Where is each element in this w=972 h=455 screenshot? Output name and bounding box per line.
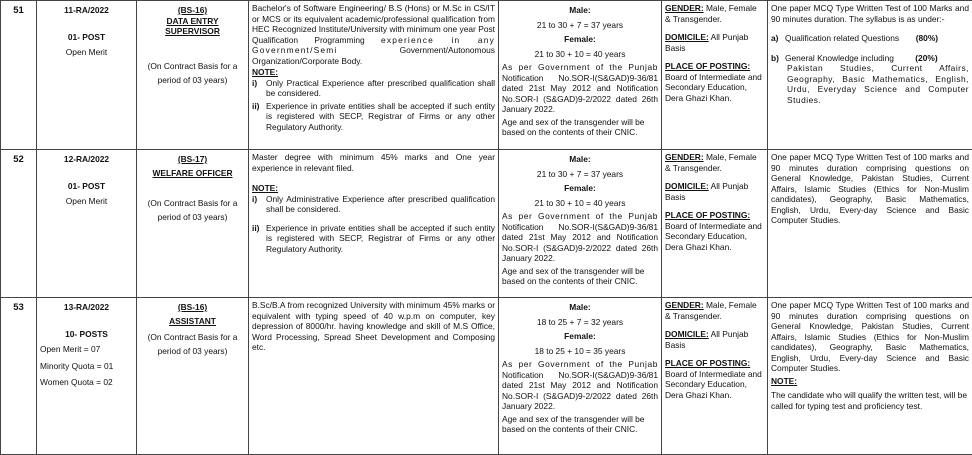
gender-info — [665, 152, 764, 173]
age-relaxation-text: Notification No.SOR-I(S&GAD)9-36/81 dated 21st May 2012 and Notification No.SOR-I (S&GAD)9-2/2022 dated 26th January 2022. — [502, 370, 658, 412]
case-number: 11-RA/2022 — [40, 5, 133, 16]
female-label: Female: — [502, 331, 658, 342]
test-item-key: a) — [771, 33, 779, 44]
note-number: i) — [252, 78, 262, 99]
post-count: 01- POST — [40, 32, 133, 43]
test-item — [771, 33, 969, 44]
qualification-text — [252, 3, 495, 66]
note-label: NOTE: — [252, 183, 495, 194]
qualification-cell — [249, 298, 499, 455]
male-label: Male: — [502, 5, 658, 16]
domicile-label: DOMICILE: — [665, 329, 709, 339]
qualification-text: Master degree with minimum 45% marks and One year experience in relevant filed. — [252, 152, 495, 173]
posting-info — [665, 61, 764, 103]
note-item — [252, 223, 495, 255]
test-cell — [768, 150, 972, 298]
test-item-pct: (80%) — [916, 33, 938, 44]
gender-label: GENDER: — [665, 300, 704, 310]
qualification-cell — [249, 150, 499, 298]
domicile-value: All Punjab Basis — [665, 181, 748, 202]
posting-label: PLACE OF POSTING: — [665, 358, 750, 368]
age-cell — [499, 150, 662, 298]
case-cell — [37, 150, 137, 298]
test-subjects: Pakistan Studies, Current Affairs, Geography, Basic Mathematics, English, Urdu, Everyday Science and Computer Studies. — [771, 63, 969, 105]
transgender-note: Age and sex of the transgender will be based on the contents of their CNIC. — [502, 117, 658, 138]
domicile-label: DOMICILE: — [665, 181, 709, 191]
pay-scale: (BS-17) — [140, 154, 245, 165]
eligibility-cell — [662, 298, 768, 455]
note-item — [252, 194, 495, 215]
note-text: Experience in private entities shall be accepted if such entity is registered with SECP, Registrar of Firms or any other Regulatory Authority. — [266, 101, 495, 133]
test-description: One paper MCQ Type Written Test of 100 marks and 90 minutes duration comprising questions on General Knowledge, Pakistan Studies, Current Affairs, Islamic Studies (Ethics for Non-Muslim candidates), Geography, Basic Mathematics, English, Urdu, Every-day Science and Basic Computer Studies. — [771, 300, 969, 374]
gender-value: Male, Female & Transgender. — [665, 300, 757, 321]
contract-basis: (On Contract Basis for a period of 03 years) — [140, 330, 245, 359]
qualification-cell — [249, 1, 499, 150]
quota-item: Women Quota = 02 — [40, 377, 133, 388]
note-text: Only Practical Experience after prescribed qualification shall be considered. — [266, 78, 495, 99]
female-age: 21 to 30 + 10 = 40 years — [502, 198, 658, 209]
age-cell — [499, 1, 662, 150]
note-item — [252, 78, 495, 99]
test-item — [771, 53, 969, 64]
gender-label: GENDER: — [665, 152, 704, 162]
test-cell — [768, 1, 972, 150]
age-relaxation-head: As per Government of the Punjab — [502, 211, 658, 221]
domicile-info — [665, 181, 764, 202]
age-cell — [499, 298, 662, 455]
test-item-text: General Knowledge including — [785, 53, 894, 64]
age-relaxation — [502, 211, 658, 264]
posting-info — [665, 358, 764, 400]
contract-basis: (On Contract Basis for a period of 03 years) — [140, 59, 245, 88]
note-number: i) — [252, 194, 262, 215]
domicile-label: DOMICILE: — [665, 32, 709, 42]
age-relaxation-head: As per Government of the Punjab — [502, 359, 658, 369]
age-relaxation — [502, 359, 658, 412]
serial-number: 52 — [1, 150, 37, 298]
age-relaxation-head: As per Government of the Punjab — [502, 62, 658, 72]
post-cell — [137, 298, 249, 455]
table-row — [1, 1, 972, 150]
test-note-text: The candidate who will qualify the written test, will be called for typing test and proficiency test. — [771, 390, 969, 411]
test-item-pct: (20%) — [915, 53, 937, 64]
note-text: Experience in private entities shall be accepted if such entity is registered with SECP, Registrar of Firms or any other Regulatory Authority. — [266, 223, 495, 255]
note-label: NOTE: — [252, 67, 495, 78]
quota-item: Open Merit = 07 — [40, 344, 133, 355]
post-cell — [137, 1, 249, 150]
qualification-text: B.Sc/B.A from recognized University with minimum 45% marks or equivalent with typing speed of 40 w.p.m on computer, key depression of 8000/hr. having knowledge and skill of M.S Office, Word Processing, Spread Sheet Development and Composing etc. — [252, 300, 495, 353]
transgender-note: Age and sex of the transgender will be based on the contents of their CNIC. — [502, 414, 658, 435]
female-age: 21 to 30 + 10 = 40 years — [502, 49, 658, 60]
post-count: 01- POST — [40, 181, 133, 192]
posting-value: Board of Intermediate and Secondary Education, Dera Ghazi Khan. — [665, 72, 762, 103]
pay-scale: (BS-16) — [140, 302, 245, 313]
posting-label: PLACE OF POSTING: — [665, 210, 750, 220]
male-age: 18 to 25 + 7 = 32 years — [502, 317, 658, 328]
table-row — [1, 150, 972, 298]
male-age: 21 to 30 + 7 = 37 years — [502, 20, 658, 31]
case-cell — [37, 298, 137, 455]
domicile-value: All Punjab Basis — [665, 32, 748, 53]
pay-scale: (BS-16) — [140, 5, 245, 16]
age-relaxation — [502, 62, 658, 115]
gender-label: GENDER: — [665, 3, 704, 13]
note-text: Only Administrative Experience after prescribed qualification shall be considered. — [266, 194, 495, 215]
serial-number: 53 — [1, 298, 37, 455]
gender-info — [665, 300, 764, 321]
male-label: Male: — [502, 154, 658, 165]
domicile-info — [665, 329, 764, 350]
note-number: ii) — [252, 223, 262, 255]
transgender-note: Age and sex of the transgender will be based on the contents of their CNIC. — [502, 266, 658, 287]
serial-number: 51 — [1, 1, 37, 150]
domicile-value: All Punjab Basis — [665, 329, 748, 350]
quota-item: Open Merit — [40, 196, 133, 207]
test-cell — [768, 298, 972, 455]
note-number: ii) — [252, 101, 262, 133]
qualification-spaced: experience in any Government/Semi — [252, 35, 495, 56]
test-description: One paper MCQ Type Written Test of 100 marks and 90 minutes duration comprising questions on General Knowledge, Pakistan Studies, Current Affairs, Islamic Studies (Ethics for Non-Muslim candidates), Geography, Basic Mathematics, English, Urdu, Every-day Science and Basic Computer Studies. — [771, 152, 969, 226]
domicile-info — [665, 32, 764, 53]
eligibility-cell — [662, 1, 768, 150]
female-label: Female: — [502, 183, 658, 194]
posting-info — [665, 210, 764, 252]
table-row — [1, 298, 972, 455]
posting-value: Board of Intermediate and Secondary Education, Dera Ghazi Khan. — [665, 369, 762, 400]
post-count: 10- POSTS — [40, 329, 133, 340]
case-number: 12-RA/2022 — [40, 154, 133, 165]
qualification-main: Bachelor's of Software Engineering/ B.S (Hons) or M.Sc in CS/IT or MCS or its equivalent academic/professional qualification from HEC Recognized Institute/University with minimum one year Post Qualification Programming — [252, 3, 495, 45]
post-cell — [137, 150, 249, 298]
quota-item: Open Merit — [40, 47, 133, 58]
male-age: 21 to 30 + 7 = 37 years — [502, 169, 658, 180]
contract-basis: (On Contract Basis for a period of 03 years) — [140, 196, 245, 225]
test-item-text: Qualification related Questions — [785, 33, 899, 44]
test-item-key: b) — [771, 53, 779, 64]
female-age: 18 to 25 + 10 = 35 years — [502, 346, 658, 357]
male-label: Male: — [502, 302, 658, 313]
age-relaxation-text: Notification No.SOR-I(S&GAD)9-36/81 dated 21st May 2012 and Notification No.SOR-I (S&GAD)9-2/2022 dated 26th January 2022. — [502, 73, 658, 115]
test-note-label: NOTE: — [771, 376, 969, 387]
posting-value: Board of Intermediate and Secondary Education, Dera Ghazi Khan. — [665, 221, 762, 252]
post-title: WELFARE OFFICER — [140, 168, 245, 179]
female-label: Female: — [502, 34, 658, 45]
eligibility-cell — [662, 150, 768, 298]
case-number: 13-RA/2022 — [40, 302, 133, 313]
qualification-end: Government/Autonomous Organization/Corporate Body. — [252, 45, 495, 66]
case-cell — [37, 1, 137, 150]
gender-value: Male, Female & Transgender. — [665, 3, 757, 24]
note-item — [252, 101, 495, 133]
posting-label: PLACE OF POSTING: — [665, 61, 750, 71]
gender-info — [665, 3, 764, 24]
post-title: ASSISTANT — [140, 316, 245, 327]
gender-value: Male, Female & Transgender. — [665, 152, 757, 173]
quota-item: Minority Quota = 01 — [40, 361, 133, 372]
age-relaxation-text: Notification No.SOR-I(S&GAD)9-36/81 dated 21st May 2012 and Notification No.SOR-I (S&GAD)9-2/2022 dated 26th January 2022. — [502, 222, 658, 264]
test-description: One paper MCQ Type Written Test of 100 Marks and 90 minutes duration. The syllabus is as under:- — [771, 3, 969, 24]
post-title: DATA ENTRY SUPERVISOR — [140, 16, 245, 37]
